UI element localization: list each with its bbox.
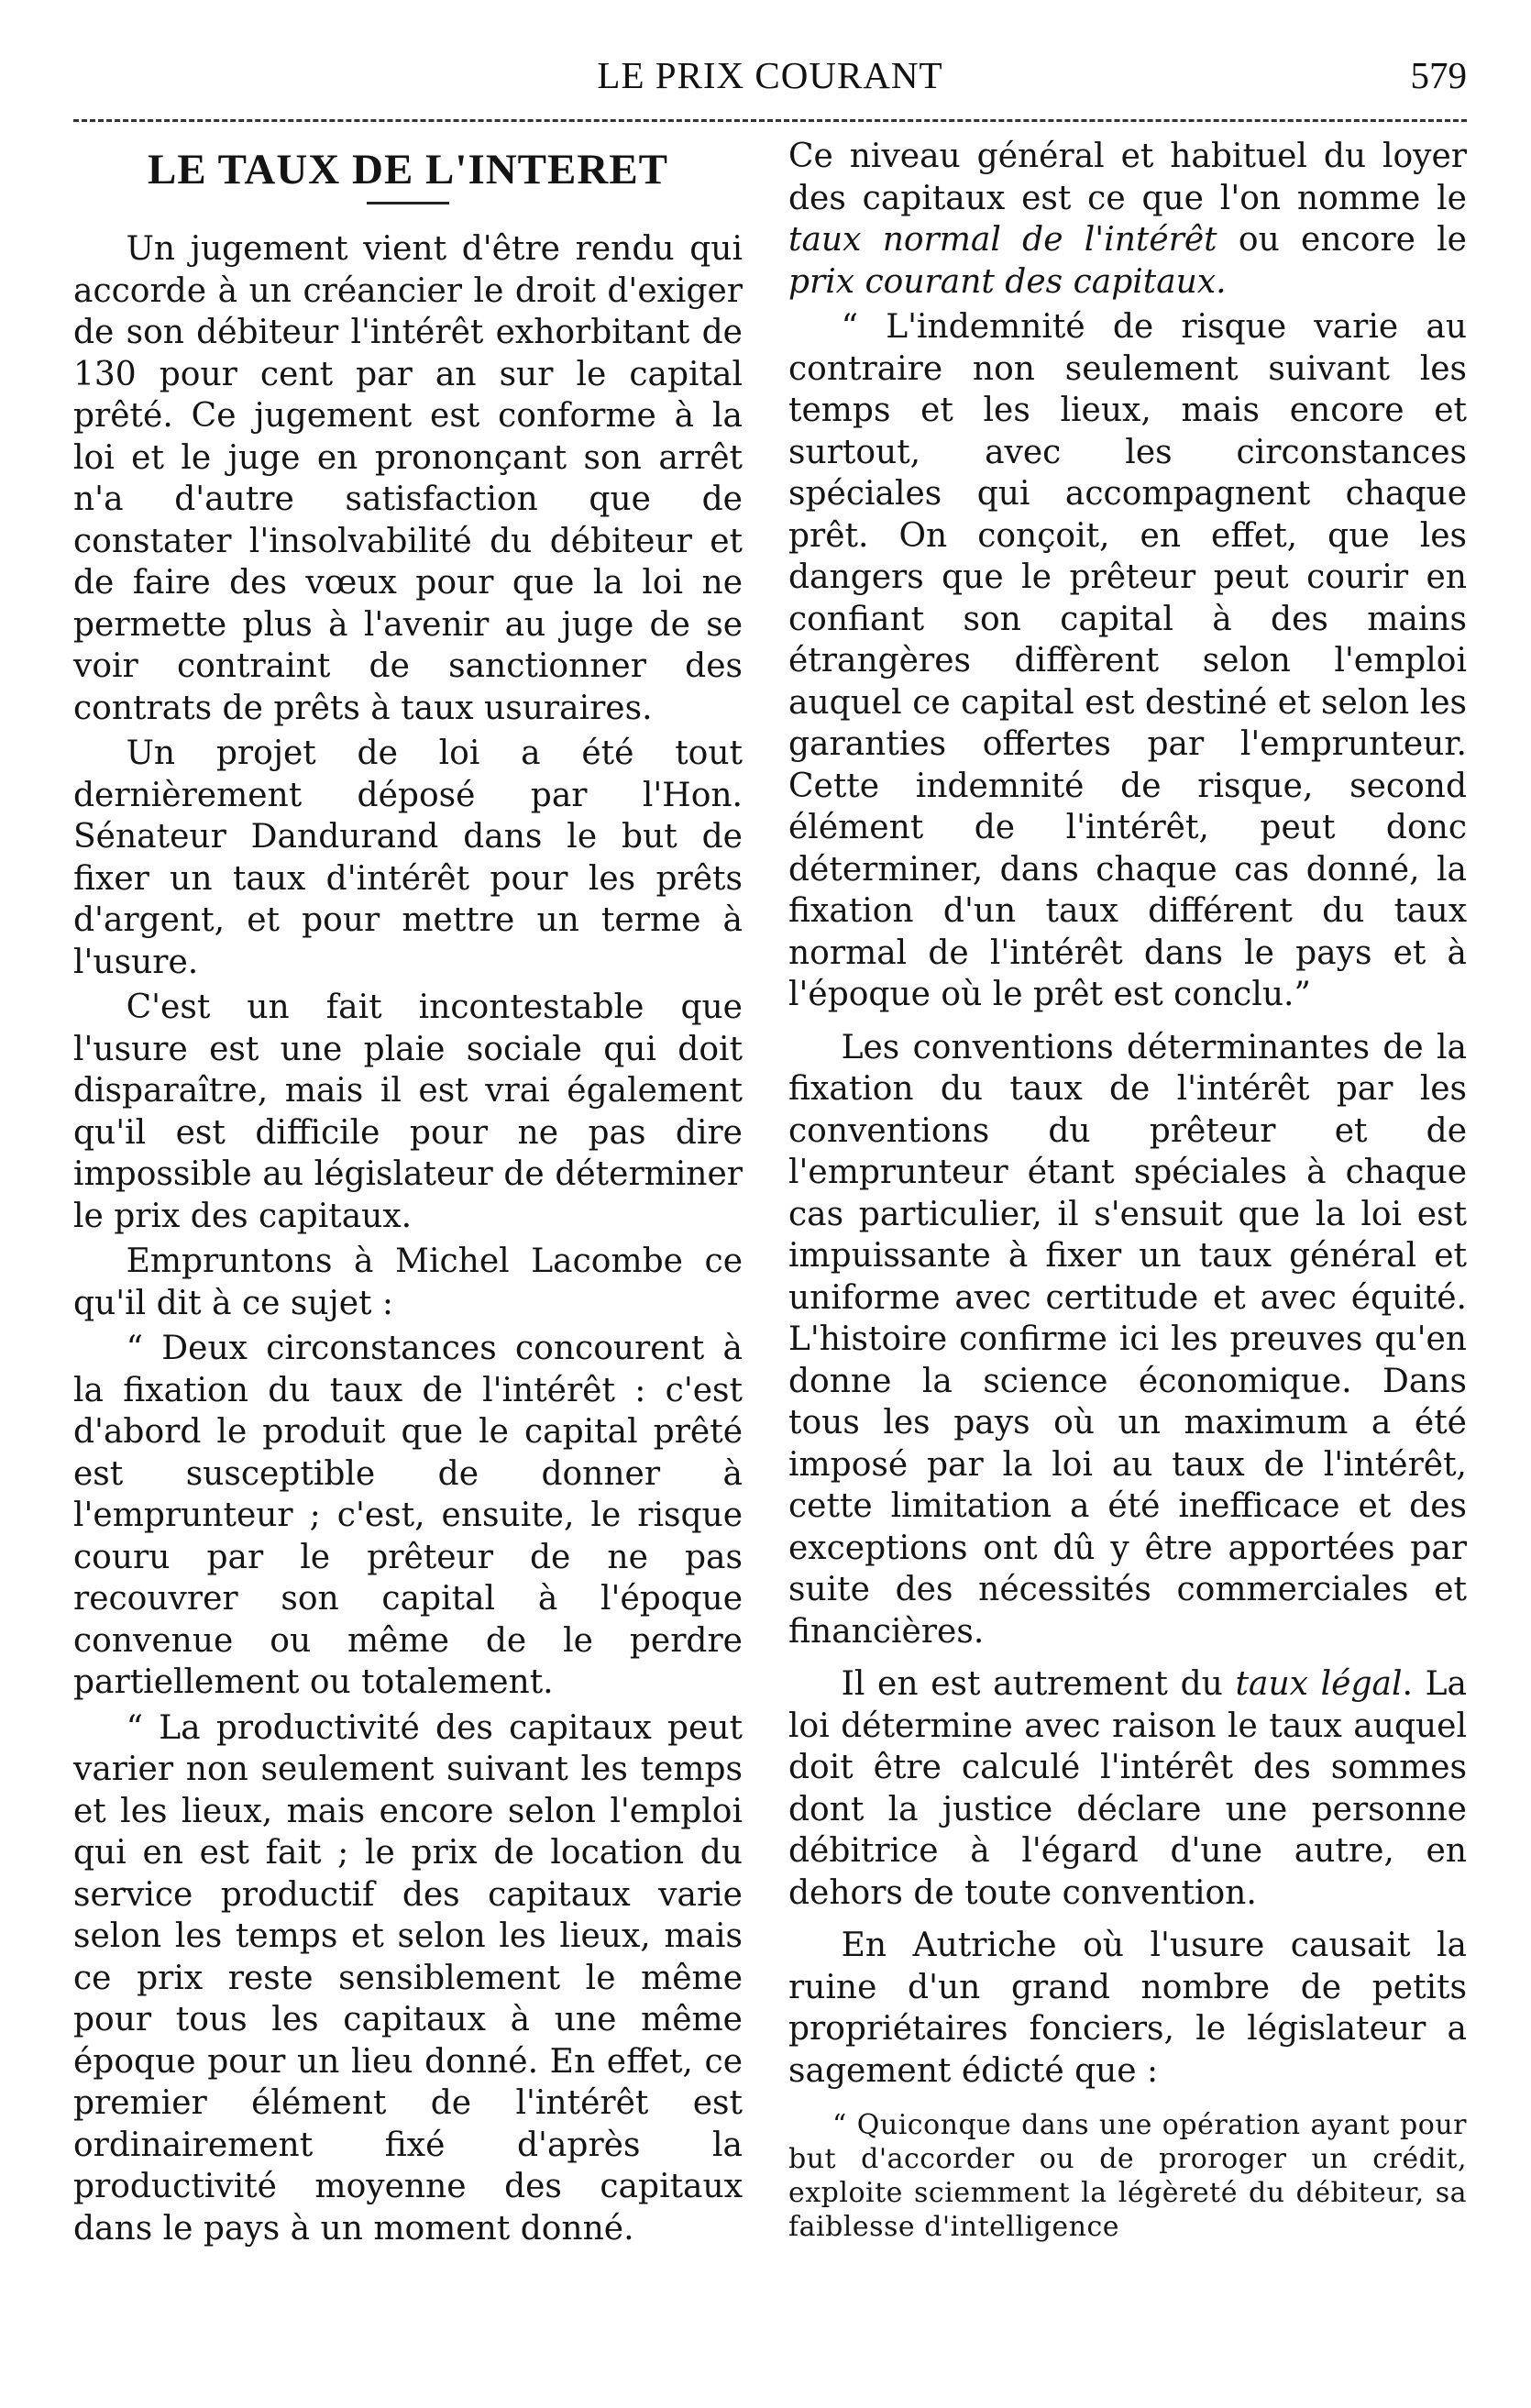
normal-rate-term: taux normal de l'intérêt [788, 221, 1217, 259]
right-column [788, 136, 1467, 2244]
paragraph-usury: C'est un fait incontestable que l'usure est une plaie sociale qui doit disparaître, mais il est vrai également qu'il est difficile pour ne pas dire impossible au législateur de déterminer le prix des capitaux. [73, 989, 743, 1235]
running-title: LE PRIX COURANT [597, 54, 943, 96]
running-header [73, 46, 1467, 101]
paragraph-bill: Un projet de loi a été tout dernièrement déposé par l'Hon. Sénateur Dandurand dans le but de fixer un taux d'intérêt pour les prêts d'argent, et pour mettre un terme à l'usure. [73, 735, 743, 981]
page-number: 579 [1410, 54, 1467, 96]
left-column [73, 136, 743, 2249]
paragraph-quote-circumstances: “ Deux circonstances concourent à la fixation du taux de l'intérêt : c'est d'abord le produit que le capital prêté est susceptible de donner à l'emprunteur ; c'est, ensuite, le risque couru par le prêteur de ne pas recouvrer son capital à l'époque convenue ou même de le perdre partiellement ou totalement. [73, 1330, 743, 1701]
paragraph-lacombe-intro: Empruntons à Michel Lacombe ce qu'il dit à ce sujet : [73, 1243, 743, 1322]
paragraph-judgement: Un jugement vient d'être rendu qui accorde à un créancier le droit d'exiger de son débiteur l'intérêt exhorbitant de 130 pour cent par an sur le capital prêté. Ce jugement est conforme à la loi et le juge en prononçant son arrêt n'a d'autre satisfaction que de constater l'insolvabilité du débiteur et de faire des vœux pour que la loi ne permette plus à l'avenir au juge de se voir contraint de sanctionner des contrats de prêts à taux usuraires. [73, 230, 743, 727]
austrian-law-quote: “ Quiconque dans une opération ayant pour but d'accorder ou de proroger un crédit, exploite sciemment la légèreté du débiteur, sa faiblesse d'intelligence [788, 2109, 1467, 2243]
paragraph-legal-rate [788, 1663, 1467, 1914]
paragraph-quote-productivity: “ La productivité des capitaux peut varier non seulement suivant les temps et les lieux, mais encore selon l'emploi qui en est fait ; le prix de location du service productif des capitaux varie selon les temps et selon les lieux, mais ce prix reste sensiblement le même pour tous les capitaux à une même époque pour un lieu donné. En effet, ce premier élément de l'intérêt est ordinairement fixé d'après la productivité moyenne des capitaux dans le pays à un moment donné. [73, 1708, 743, 2248]
paragraph-austria: En Autriche où l'usure causait la ruine d'un grand nombre de petits propriétaires fonciers, le législateur a sagement édicté que : [788, 1927, 1467, 2090]
title-divider [367, 202, 449, 204]
normal-rate-text-2: ou encore le [1217, 221, 1467, 259]
paragraph-risk: “ L'indemnité de risque varie au contraire non seulement suivant les temps et les lieux, mais encore et surtout, avec les circonstances spéciales qui accompagnent chaque prêt. On conçoit, en effet, que les dangers que le prêteur peut courir en confiant son capital à des mains étrangères diffèrent selon l'emploi auquel ce capital est destiné et selon les garanties offertes par l'emprunteur. Cette indemnité de risque, second élément de l'intérêt, peut donc déterminer, dans chaque cas donné, la fixation d'un taux différent du taux normal de l'intérêt dans le pays et à l'époque où le prêt est conclu.” [788, 308, 1467, 1013]
normal-rate-text-1: Ce niveau général et habituel du loyer des capitaux est ce que l'on nomme le [788, 138, 1467, 217]
article-title: LE TAUX DE L'INTERET [147, 146, 669, 193]
current-price-term: prix courant des capitaux. [788, 262, 1227, 301]
paragraph-conventions: Les conventions déterminantes de la fixation du taux de l'intérêt par les conventions du prêteur et de l'emprunteur étant spéciales à chaque cas particulier, il s'ensuit que la loi est impuissante à fixer un taux général et uniforme avec certitude et avec équité. L'histoire confirme ici les preuves qu'en donne la science économique. Dans tous les pays où un maximum a été imposé par la loi au taux de l'intérêt, cette limitation a été inefficace et des exceptions ont dû y être apportées par suite des nécessités commerciales et financières. [788, 1028, 1467, 1651]
legal-rate-text-2: . La loi détermine avec raison le taux auquel doit être calculé l'intérêt des sommes dont la justice déclare une personne débitrice à l'égard d'une autre, en dehors de toute convention. [788, 1665, 1468, 1912]
header-divider [73, 119, 1467, 122]
paragraph-normal-rate [788, 136, 1467, 303]
legal-rate-term: taux légal [1235, 1665, 1403, 1703]
legal-rate-text-1: Il en est autrement du [841, 1665, 1236, 1703]
